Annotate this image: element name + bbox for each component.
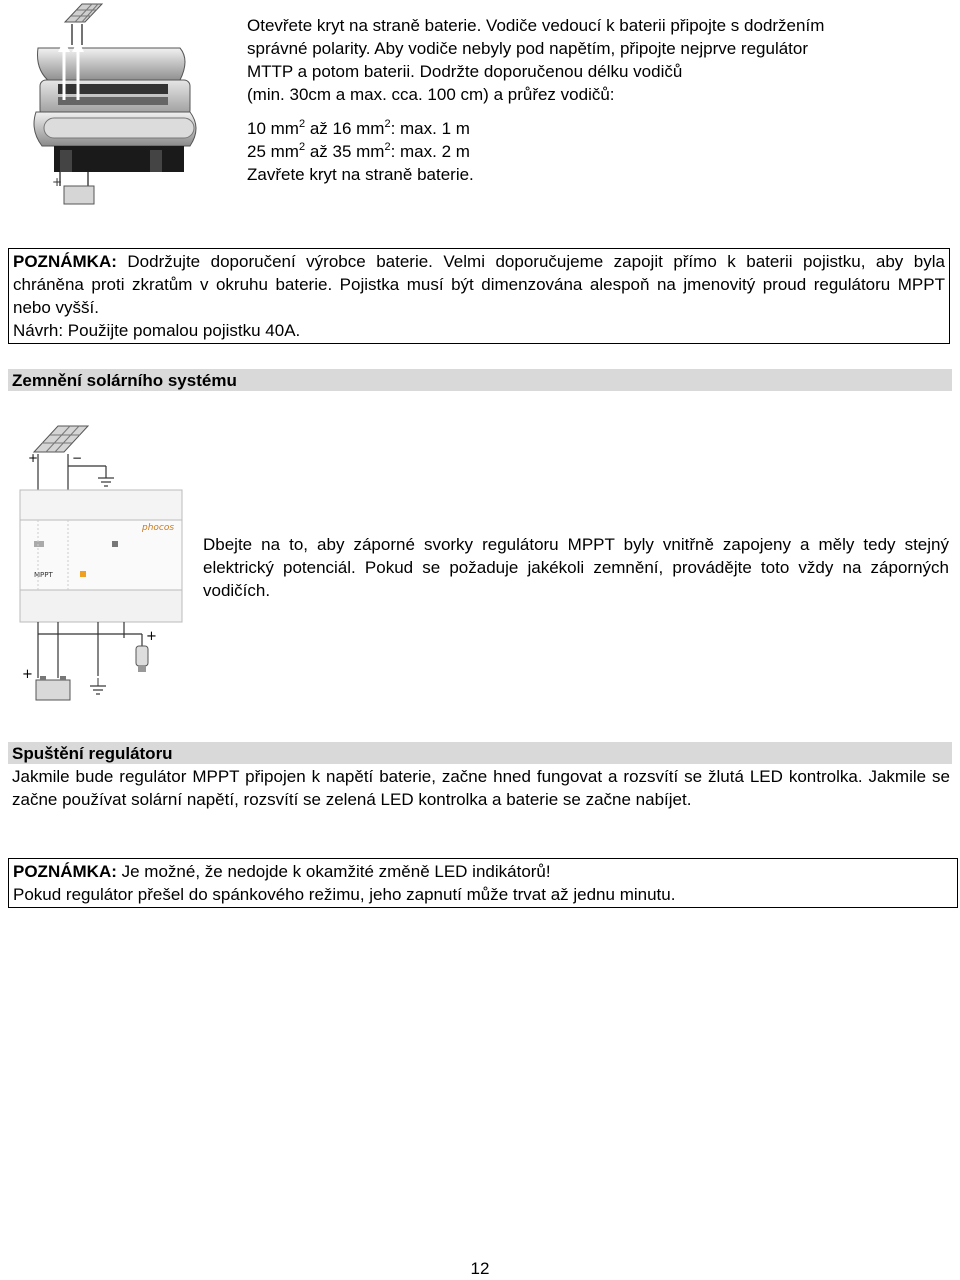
startup-heading: Spuštění regulátoru — [8, 742, 952, 764]
svg-text:+: + — [52, 175, 63, 189]
instruction-line: (min. 30cm a max. cca. 100 cm) a průřez vodičů: — [247, 85, 615, 104]
close-cover-instruction: Zavřete kryt na straně baterie. — [247, 165, 474, 184]
solar-panel-icon — [65, 4, 102, 22]
note-label: POZNÁMKA: — [13, 252, 117, 271]
instruction-line: Otevřete kryt na straně baterie. Vodiče vedoucí k baterii připojte s dodržením — [247, 16, 825, 35]
instruction-line: MTTP a potom baterii. Dodržte doporučenou délku vodičů — [247, 62, 683, 81]
svg-text:+: + — [146, 629, 157, 644]
grounding-heading: Zemnění solárního systému — [8, 369, 952, 391]
led-note-line: POZNÁMKA: Je možné, že nedojde k okamžité změně LED indikátorů! — [13, 862, 551, 881]
startup-description: Jakmile bude regulátor MPPT připojen k napětí baterie, začne hned fungovat a rozsvítí se žlutá LED kontrolka. Jakmile se začne používat solární napětí, rozsvítí se zelená LED kontrolka a baterie se začne nabíjet. — [12, 767, 950, 809]
fuse-note-text: POZNÁMKA: Dodržujte doporučení výrobce baterie. Velmi doporučujeme zapojit přímo k baterii pojistku, aby byla chráněna proti zkratům v okruhu baterie. Pojistka musí být dimenzována alespoň na jmenovitý proud regulátoru MPPT nebo vyšší. — [13, 252, 945, 317]
svg-text:−: − — [72, 451, 83, 465]
page-number: 12 — [470, 1259, 490, 1278]
instruction-line: správné polarity. Aby vodiče nebyly pod napětím, připojte nejprve regulátor — [247, 39, 809, 58]
brand-logo: phocos — [142, 523, 175, 533]
connection-instructions — [247, 14, 947, 186]
fuse-note-box — [8, 248, 950, 344]
svg-text:+: + — [28, 451, 39, 465]
model-label: MPPT — [34, 571, 53, 579]
solar-panel-icon — [34, 426, 88, 452]
controller-cable-illustration — [30, 0, 205, 205]
grounding-wiring-diagram — [14, 416, 194, 706]
note-label: POZNÁMKA: — [13, 862, 117, 881]
cable-spec-25-35: 25 $mm^2$ až 35 $mm^2$: max. 2 m — [247, 141, 470, 161]
grounding-description: Dbejte na to, aby záporné svorky regulátoru MPPT byly vnitřně zapojeny a měly tedy stejný elektrický potenciál. Pokud se požaduje jakékoli zemnění, provádějte toto vždy na záporných vodičích. — [203, 535, 949, 600]
svg-text:+: + — [22, 667, 33, 682]
fuse-suggestion: Návrh: Použijte pomalou pojistku 40A. — [13, 321, 301, 340]
cable-spec-10-16: 10 $mm^2$ až 16 $mm^2$: max. 1 m — [247, 118, 470, 138]
led-note-box — [8, 858, 958, 908]
sleep-mode-note: Pokud regulátor přešel do spánkového režimu, jeho zapnutí může trvat až jednu minutu. — [13, 885, 676, 904]
